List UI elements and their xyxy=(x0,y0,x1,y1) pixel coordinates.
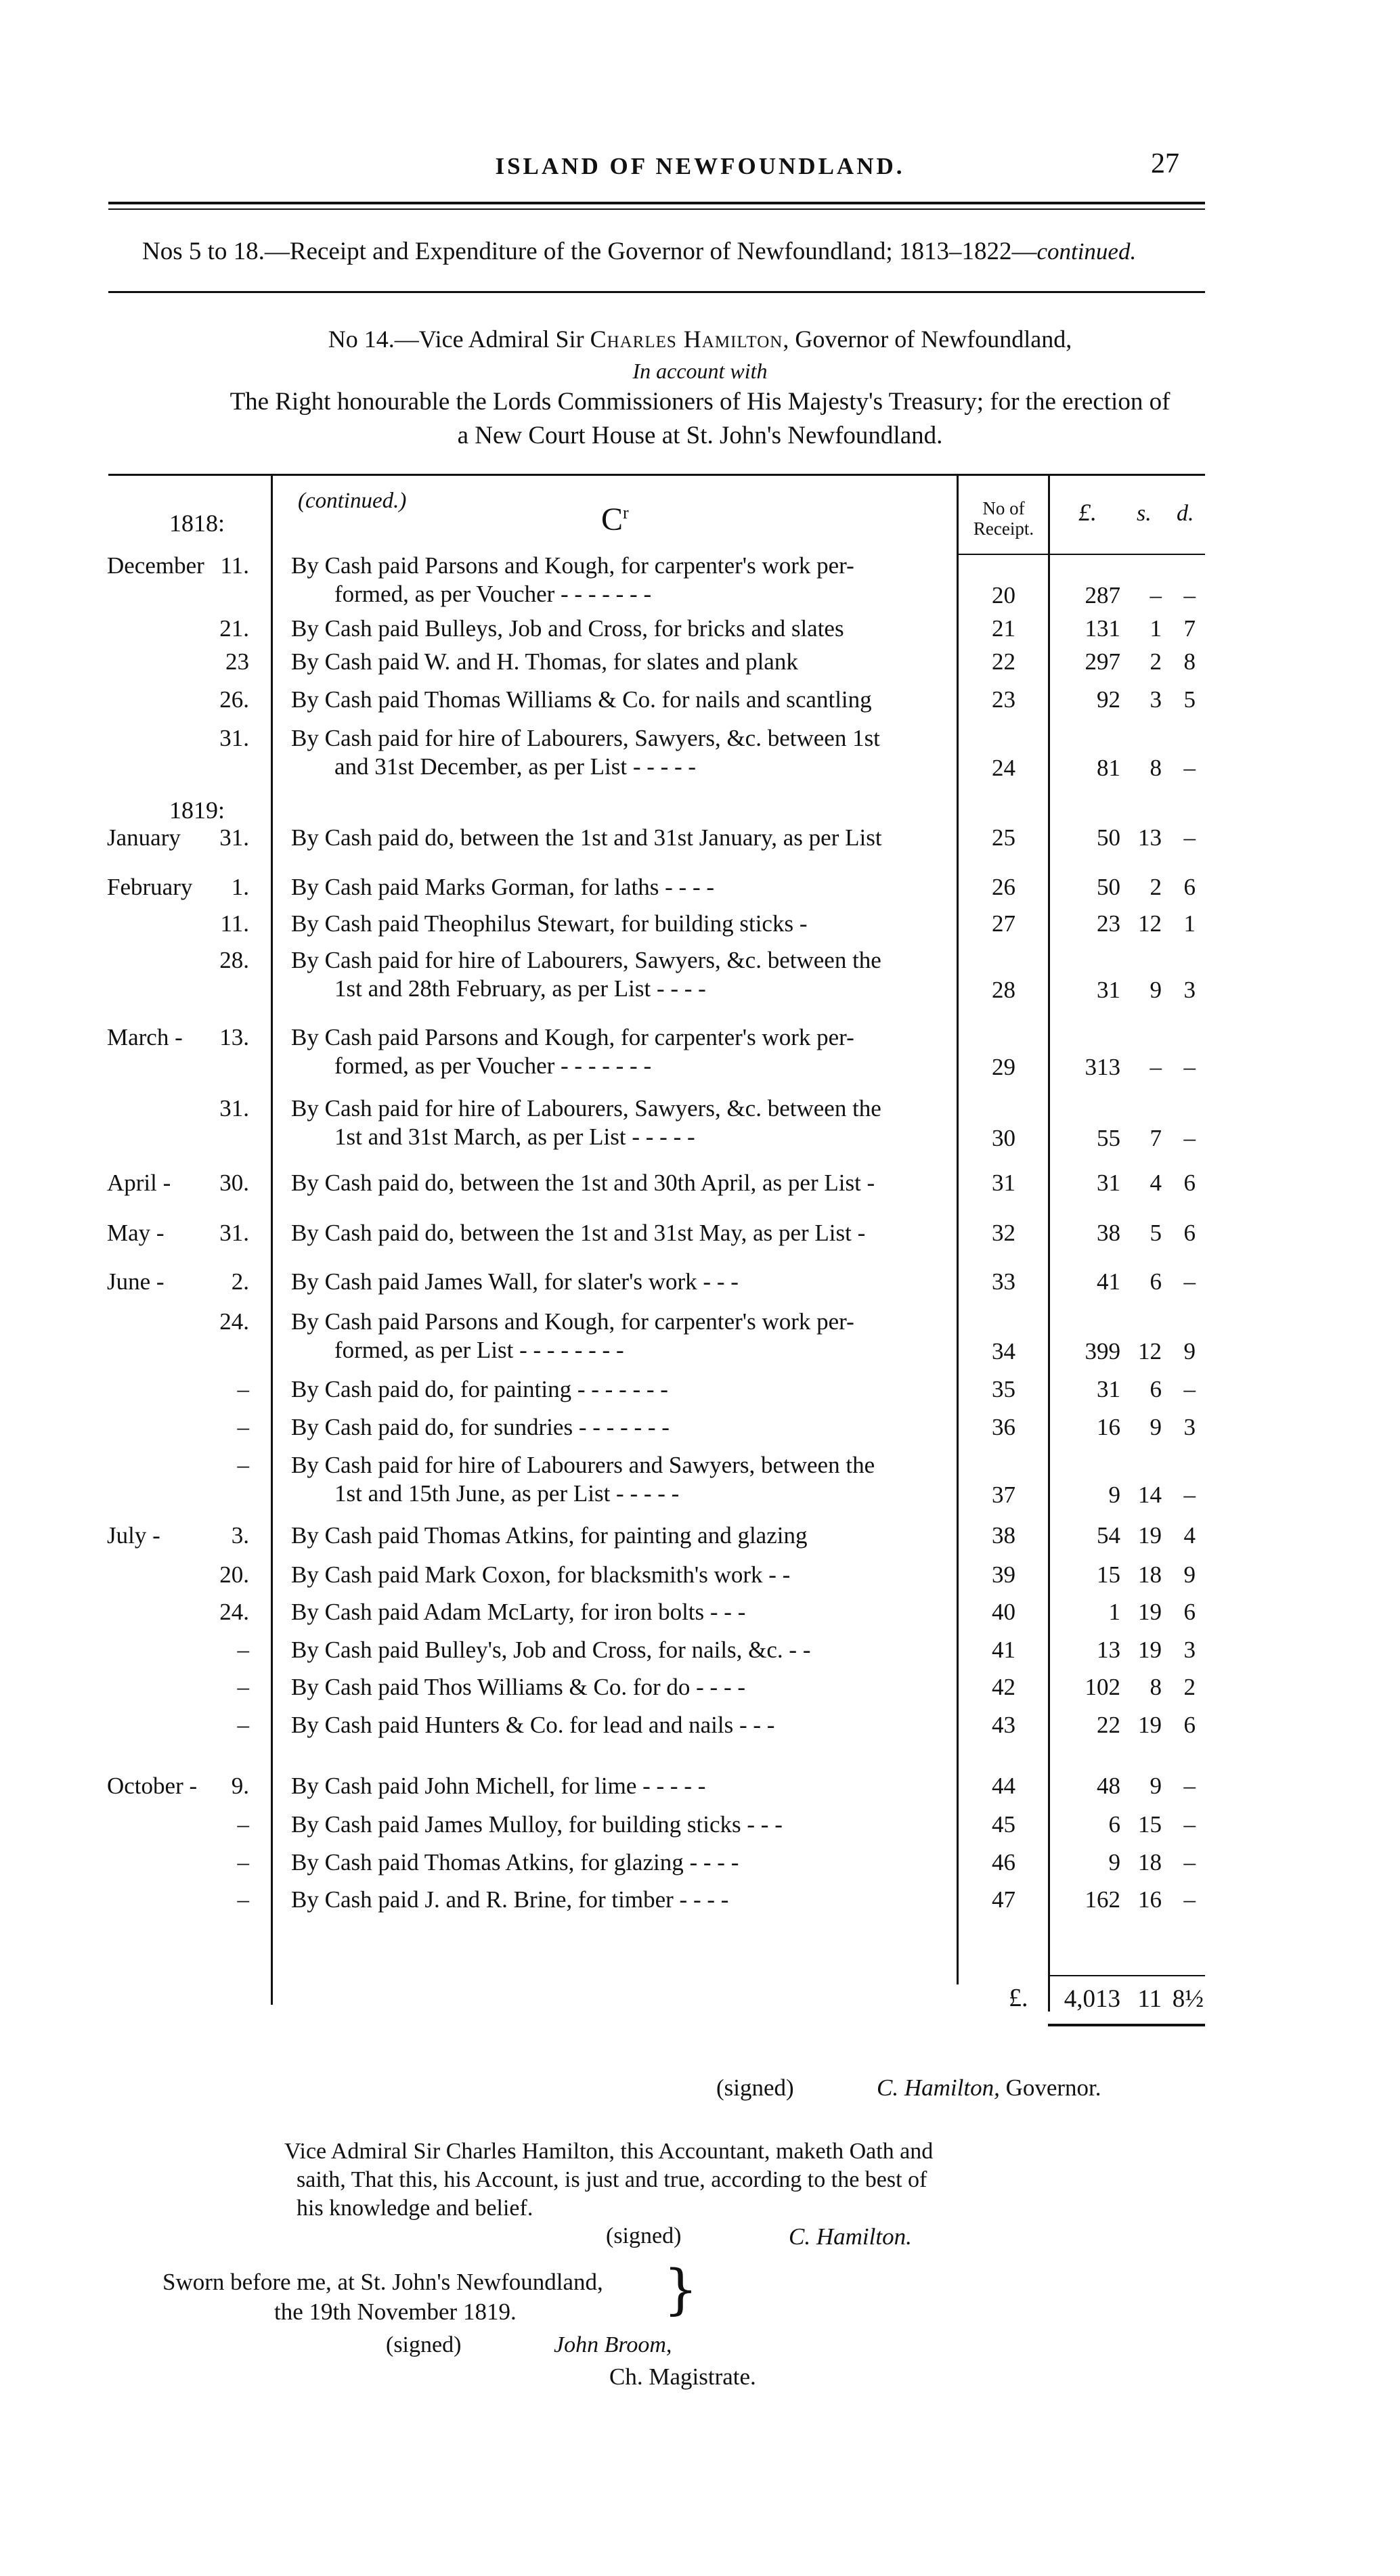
row-description xyxy=(291,648,941,676)
row-description xyxy=(291,1598,941,1626)
row-shillings: 9 xyxy=(1150,977,1162,1003)
row-pence: 3 xyxy=(1183,977,1196,1003)
row-description-line-1: By Cash paid do, for sundries - - - - - - - xyxy=(291,1414,670,1440)
top-rule-2 xyxy=(108,208,1205,210)
row-pence: – xyxy=(1183,1482,1196,1508)
row-pence: 6 xyxy=(1183,874,1196,900)
credit-letter: C xyxy=(601,502,624,537)
row-day: – xyxy=(237,1886,249,1913)
row-description xyxy=(291,1413,941,1442)
series-continued: continued. xyxy=(1036,238,1137,265)
series-title-text: Nos 5 to 18.—Receipt and Expenditure of the Governor of Newfoundland; 1813–1822— xyxy=(142,238,1037,265)
row-description xyxy=(291,1673,941,1702)
row-pounds: 15 xyxy=(1097,1561,1120,1588)
receipt-column-header: No of Receipt. xyxy=(973,498,1034,539)
row-description xyxy=(291,1375,941,1404)
row-pounds: 131 xyxy=(1085,615,1120,642)
row-day: – xyxy=(237,1414,249,1440)
row-day: 28. xyxy=(219,947,249,973)
row-month: February xyxy=(107,874,193,900)
row-shillings: 9 xyxy=(1150,1414,1162,1440)
total-rule-top xyxy=(1048,1975,1205,1976)
row-day: – xyxy=(237,1674,249,1700)
row-description xyxy=(291,1094,941,1151)
row-description-line-1: By Cash paid Theophilus Stewart, for building sticks - xyxy=(291,910,808,937)
row-pence: 7 xyxy=(1183,615,1196,642)
row-month: October - xyxy=(107,1773,198,1799)
row-receipt-number: 28 xyxy=(992,977,1015,1003)
row-description xyxy=(291,1772,941,1800)
series-title xyxy=(142,237,1136,266)
row-description-line-1: By Cash paid Thomas Atkins, for painting and glazing xyxy=(291,1522,808,1549)
header-underline xyxy=(957,554,1205,555)
row-description-line-1: By Cash paid Thomas Atkins, for glazing - - - - xyxy=(291,1849,739,1875)
row-day: 9. xyxy=(231,1773,249,1799)
credit-label xyxy=(601,501,629,538)
magistrate-title: Ch. Magistrate. xyxy=(609,2363,756,2390)
row-receipt-number: 39 xyxy=(992,1561,1015,1588)
row-shillings: 5 xyxy=(1150,1220,1162,1246)
row-shillings: 9 xyxy=(1150,1773,1162,1799)
signed-label-2: (signed) xyxy=(606,2223,682,2248)
row-description xyxy=(291,1636,941,1664)
row-receipt-number: 41 xyxy=(992,1637,1015,1663)
row-day: 23 xyxy=(225,648,249,675)
row-pounds: 31 xyxy=(1097,1376,1120,1402)
row-pence: 9 xyxy=(1183,1561,1196,1588)
row-description-line-1: By Cash paid for hire of Labourers and Sawyers, between the xyxy=(291,1452,875,1478)
governor-name: Charles Hamilton xyxy=(590,326,783,353)
row-description xyxy=(291,1848,941,1877)
row-description xyxy=(291,552,941,608)
row-receipt-number: 46 xyxy=(992,1849,1015,1875)
row-receipt-number: 34 xyxy=(992,1338,1015,1364)
row-day: 31. xyxy=(219,824,249,851)
row-shillings: 7 xyxy=(1150,1125,1162,1151)
row-day: 21. xyxy=(219,615,249,642)
year-1819: 1819: xyxy=(169,797,225,824)
row-description-line-1: By Cash paid for hire of Labourers, Sawyers, &c. between the xyxy=(291,1095,881,1122)
row-month: July - xyxy=(107,1522,160,1549)
row-pounds: 399 xyxy=(1085,1338,1120,1364)
row-shillings: 19 xyxy=(1138,1522,1162,1549)
row-shillings: 2 xyxy=(1150,874,1162,900)
row-description xyxy=(291,724,941,781)
row-description-line-1: By Cash paid J. and R. Brine, for timber - - - - xyxy=(291,1886,729,1913)
row-pounds: 6 xyxy=(1108,1811,1120,1838)
row-description xyxy=(291,1308,941,1364)
row-description-line-1: By Cash paid James Wall, for slater's work - - - xyxy=(291,1268,739,1295)
governor-signature xyxy=(877,2074,1101,2102)
row-description-line-1: By Cash paid Bulley's, Job and Cross, for nails, &c. - - xyxy=(291,1637,811,1663)
row-month: May - xyxy=(107,1220,165,1246)
row-pounds: 31 xyxy=(1097,1170,1120,1196)
row-description-line-1: By Cash paid John Michell, for lime - - - - - xyxy=(291,1773,706,1799)
row-shillings: 6 xyxy=(1150,1268,1162,1295)
row-pence: 8 xyxy=(1183,648,1196,675)
row-receipt-number: 36 xyxy=(992,1414,1015,1440)
row-receipt-number: 21 xyxy=(992,615,1015,642)
page-number: 27 xyxy=(1151,148,1179,179)
row-day: 31. xyxy=(219,1095,249,1122)
row-description-line-2: formed, as per Voucher - - - - - - - xyxy=(334,1052,652,1079)
row-receipt-number: 27 xyxy=(992,910,1015,937)
row-pence: 5 xyxy=(1183,686,1196,713)
row-receipt-number: 30 xyxy=(992,1125,1015,1151)
row-shillings: 19 xyxy=(1138,1712,1162,1738)
row-description xyxy=(291,1451,941,1508)
row-receipt-number: 47 xyxy=(992,1886,1015,1913)
row-description xyxy=(291,946,941,1003)
row-description xyxy=(291,1023,941,1080)
sworn-line-2: the 19th November 1819. xyxy=(274,2299,517,2325)
row-day: 20. xyxy=(219,1561,249,1588)
date-column-rule xyxy=(271,475,273,2005)
row-shillings: 1 xyxy=(1150,615,1162,642)
row-description xyxy=(291,1561,941,1589)
row-description-line-1: By Cash paid do, between the 1st and 31st January, as per List xyxy=(291,824,882,851)
row-pounds: 54 xyxy=(1097,1522,1120,1549)
row-day: 13. xyxy=(219,1024,249,1050)
row-description-line-2: formed, as per Voucher - - - - - - - xyxy=(334,581,652,607)
row-pounds: 9 xyxy=(1108,1482,1120,1508)
row-shillings: 18 xyxy=(1138,1561,1162,1588)
row-day: 3. xyxy=(231,1522,249,1549)
row-shillings: 12 xyxy=(1138,1338,1162,1364)
row-shillings: 6 xyxy=(1150,1376,1162,1402)
row-month: April - xyxy=(107,1170,171,1196)
credit-superscript: r xyxy=(623,503,629,523)
row-description-line-1: By Cash paid for hire of Labourers, Sawyers, &c. between 1st xyxy=(291,725,880,751)
row-description-line-1: By Cash paid Parsons and Kough, for carpenter's work per- xyxy=(291,552,854,579)
row-receipt-number: 26 xyxy=(992,874,1015,900)
running-head: ISLAND OF NEWFOUNDLAND. xyxy=(495,153,905,179)
row-shillings: 2 xyxy=(1150,648,1162,675)
court-house-line: a New Court House at St. John's Newfoundland. xyxy=(457,422,943,449)
row-receipt-number: 24 xyxy=(992,755,1015,781)
row-description-line-2: and 31st December, as per List - - - - - xyxy=(334,753,697,780)
row-day: – xyxy=(237,1849,249,1875)
row-pence: – xyxy=(1183,1054,1196,1080)
row-receipt-number: 44 xyxy=(992,1773,1015,1799)
row-pence: 3 xyxy=(1183,1637,1196,1663)
row-shillings: – xyxy=(1150,582,1162,608)
row-description-line-1: By Cash paid Thomas Williams & Co. for nails and scantling xyxy=(291,686,872,713)
pounds-header: £. xyxy=(1078,499,1097,526)
row-pence: 4 xyxy=(1183,1522,1196,1549)
row-pounds: 162 xyxy=(1085,1886,1120,1913)
row-pence: – xyxy=(1183,1376,1196,1402)
row-description xyxy=(291,615,941,643)
row-shillings: 12 xyxy=(1138,910,1162,937)
row-day: 26. xyxy=(219,686,249,713)
row-description xyxy=(291,686,941,714)
total-rule-bottom xyxy=(1048,2024,1205,2026)
row-description-line-1: By Cash paid Hunters & Co. for lead and nails - - - xyxy=(291,1712,775,1738)
row-description-line-2: 1st and 28th February, as per List - - - - xyxy=(334,975,706,1002)
total-pence: 8½ xyxy=(1172,1985,1204,2013)
row-pence: – xyxy=(1183,1886,1196,1913)
row-day: 24. xyxy=(219,1599,249,1625)
row-pence: 6 xyxy=(1183,1170,1196,1196)
total-sign: £. xyxy=(1009,1984,1028,2012)
row-shillings: 18 xyxy=(1138,1849,1162,1875)
continued-label: (continued.) xyxy=(298,489,407,513)
row-description-line-2: formed, as per List - - - - - - - - xyxy=(334,1337,624,1363)
governor-signature-title: Governor. xyxy=(999,2074,1101,2101)
row-receipt-number: 22 xyxy=(992,648,1015,675)
row-pounds: 31 xyxy=(1097,977,1120,1003)
row-pence: 3 xyxy=(1183,1414,1196,1440)
row-pence: – xyxy=(1183,824,1196,851)
row-pounds: 287 xyxy=(1085,582,1120,608)
row-pounds: 55 xyxy=(1097,1125,1120,1151)
governor-signature-name: C. Hamilton, xyxy=(877,2074,1000,2101)
magistrate-signature: John Broom, xyxy=(554,2332,672,2357)
row-day: 30. xyxy=(219,1170,249,1196)
account-number: No 14.—Vice Admiral Sir xyxy=(328,326,584,353)
row-receipt-number: 40 xyxy=(992,1599,1015,1625)
row-pounds: 92 xyxy=(1097,686,1120,713)
row-pence: – xyxy=(1183,1268,1196,1295)
row-receipt-number: 29 xyxy=(992,1054,1015,1080)
row-description-line-1: By Cash paid W. and H. Thomas, for slates and plank xyxy=(291,648,798,675)
row-description xyxy=(291,1522,941,1550)
row-day: – xyxy=(237,1452,249,1478)
row-description-line-1: By Cash paid James Mulloy, for building sticks - - - xyxy=(291,1811,783,1838)
row-day: 1. xyxy=(231,874,249,900)
row-shillings: 19 xyxy=(1138,1637,1162,1663)
row-pounds: 102 xyxy=(1085,1674,1120,1700)
oath-paragraph xyxy=(284,2137,1151,2223)
row-description-line-1: By Cash paid Marks Gorman, for laths - - - - xyxy=(291,874,715,900)
row-receipt-number: 42 xyxy=(992,1674,1015,1700)
row-day: 11. xyxy=(220,910,249,937)
row-description-line-1: By Cash paid for hire of Labourers, Sawyers, &c. between the xyxy=(291,947,881,973)
row-pounds: 50 xyxy=(1097,874,1120,900)
row-pence: 6 xyxy=(1183,1220,1196,1246)
accountant-signature: C. Hamilton. xyxy=(789,2223,912,2250)
row-shillings: 13 xyxy=(1138,824,1162,851)
receipt-column-rule-left xyxy=(957,475,959,1984)
row-pounds: 50 xyxy=(1097,824,1120,851)
pence-header: d. xyxy=(1177,501,1194,526)
row-pence: – xyxy=(1183,755,1196,781)
row-receipt-number: 23 xyxy=(992,686,1015,713)
row-description-line-1: By Cash paid Parsons and Kough, for carpenter's work per- xyxy=(291,1024,854,1050)
row-pence: 6 xyxy=(1183,1599,1196,1625)
row-pounds: 22 xyxy=(1097,1712,1120,1738)
row-receipt-number: 20 xyxy=(992,582,1015,608)
row-description xyxy=(291,910,941,938)
row-month: June - xyxy=(107,1268,165,1295)
row-description-line-1: By Cash paid Mark Coxon, for blacksmith's work - - xyxy=(291,1561,791,1588)
oath-line-1: Vice Admiral Sir Charles Hamilton, this Accountant, maketh Oath and xyxy=(284,2139,934,2164)
row-shillings: 8 xyxy=(1150,755,1162,781)
row-pence: – xyxy=(1183,1125,1196,1151)
row-shillings: 15 xyxy=(1138,1811,1162,1838)
row-description-line-1: By Cash paid do, between the 1st and 30th April, as per List - xyxy=(291,1170,875,1196)
row-pounds: 81 xyxy=(1097,755,1120,781)
row-pounds: 1 xyxy=(1108,1599,1120,1625)
row-day: – xyxy=(237,1712,249,1738)
row-description xyxy=(291,1711,941,1739)
row-pounds: 313 xyxy=(1085,1054,1120,1080)
year-1818: 1818: xyxy=(169,510,225,537)
row-day: 24. xyxy=(219,1308,249,1335)
row-shillings: 14 xyxy=(1138,1482,1162,1508)
signed-label-3: (signed) xyxy=(386,2332,462,2357)
row-day: – xyxy=(237,1637,249,1663)
row-pence: 9 xyxy=(1183,1338,1196,1364)
row-description xyxy=(291,824,941,852)
row-pence: 6 xyxy=(1183,1712,1196,1738)
row-pence: – xyxy=(1183,582,1196,608)
row-month: January xyxy=(107,824,181,851)
oath-line-3: his knowledge and belief. xyxy=(297,2196,533,2221)
row-receipt-number: 33 xyxy=(992,1268,1015,1295)
row-day: 2. xyxy=(231,1268,249,1295)
row-pence: 1 xyxy=(1183,910,1196,937)
shillings-header: s. xyxy=(1137,501,1152,526)
receipt-column-rule-right xyxy=(1048,475,1050,2012)
row-month: March - xyxy=(107,1024,183,1050)
row-receipt-number: 38 xyxy=(992,1522,1015,1549)
account-heading xyxy=(0,325,1400,353)
row-receipt-number: 35 xyxy=(992,1376,1015,1402)
row-description-line-1: By Cash paid Adam McLarty, for iron bolts - - - xyxy=(291,1599,746,1625)
signed-label-1: (signed) xyxy=(716,2074,794,2101)
row-pounds: 48 xyxy=(1097,1773,1120,1799)
row-month: December xyxy=(107,552,204,579)
table-top-rule xyxy=(108,474,1205,476)
row-description-line-1: By Cash paid Thos Williams & Co. for do - - - - xyxy=(291,1674,745,1700)
series-rule xyxy=(108,291,1205,293)
row-receipt-number: 45 xyxy=(992,1811,1015,1838)
sworn-line-1: Sworn before me, at St. John's Newfoundland, xyxy=(162,2269,603,2295)
row-pounds: 23 xyxy=(1097,910,1120,937)
row-description-line-1: By Cash paid Bulleys, Job and Cross, for bricks and slates xyxy=(291,615,844,642)
row-description-line-1: By Cash paid do, for painting - - - - - - - xyxy=(291,1376,668,1402)
row-day: 31. xyxy=(219,1220,249,1246)
row-pence: 2 xyxy=(1183,1674,1196,1700)
governor-title: , Governor of Newfoundland, xyxy=(783,326,1072,353)
row-receipt-number: 25 xyxy=(992,824,1015,851)
row-shillings: 19 xyxy=(1138,1599,1162,1625)
row-day: 11. xyxy=(220,552,249,579)
treasury-line: The Right honourable the Lords Commissioners of His Majesty's Treasury; for the erection of xyxy=(229,388,1171,416)
row-receipt-number: 37 xyxy=(992,1482,1015,1508)
row-description xyxy=(291,1268,941,1296)
row-description-line-2: 1st and 31st March, as per List - - - - - xyxy=(334,1124,695,1150)
in-account-with: In account with xyxy=(632,359,768,383)
row-receipt-number: 43 xyxy=(992,1712,1015,1738)
row-description xyxy=(291,1169,941,1197)
row-day: – xyxy=(237,1376,249,1402)
row-shillings: 16 xyxy=(1138,1886,1162,1913)
row-pounds: 13 xyxy=(1097,1637,1120,1663)
row-pounds: 38 xyxy=(1097,1220,1120,1246)
brace-mark: } xyxy=(663,2258,698,2321)
row-description xyxy=(291,873,941,902)
row-pounds: 297 xyxy=(1085,648,1120,675)
row-description-line-1: By Cash paid do, between the 1st and 31st May, as per List - xyxy=(291,1220,866,1246)
row-day: – xyxy=(237,1811,249,1838)
row-pounds: 16 xyxy=(1097,1414,1120,1440)
total-pounds: 4,013 xyxy=(1064,1985,1120,2013)
oath-line-2: saith, That this, his Account, is just and true, according to the best of xyxy=(297,2167,927,2192)
row-description-line-1: By Cash paid Parsons and Kough, for carpenter's work per- xyxy=(291,1308,854,1335)
row-description xyxy=(291,1886,941,1914)
row-pounds: 41 xyxy=(1097,1268,1120,1295)
row-day: 31. xyxy=(219,725,249,751)
row-receipt-number: 32 xyxy=(992,1220,1015,1246)
row-shillings: 4 xyxy=(1150,1170,1162,1196)
row-pence: – xyxy=(1183,1773,1196,1799)
row-description-line-2: 1st and 15th June, as per List - - - - - xyxy=(334,1480,680,1507)
row-shillings: 8 xyxy=(1150,1674,1162,1700)
total-shillings: 11 xyxy=(1137,1985,1162,2013)
row-description xyxy=(291,1811,941,1839)
row-receipt-number: 31 xyxy=(992,1170,1015,1196)
row-shillings: – xyxy=(1150,1054,1162,1080)
top-rule-1 xyxy=(108,202,1205,204)
row-shillings: 3 xyxy=(1150,686,1162,713)
row-pence: – xyxy=(1183,1811,1196,1838)
row-pence: – xyxy=(1183,1849,1196,1875)
row-description xyxy=(291,1219,941,1247)
row-pounds: 9 xyxy=(1108,1849,1120,1875)
